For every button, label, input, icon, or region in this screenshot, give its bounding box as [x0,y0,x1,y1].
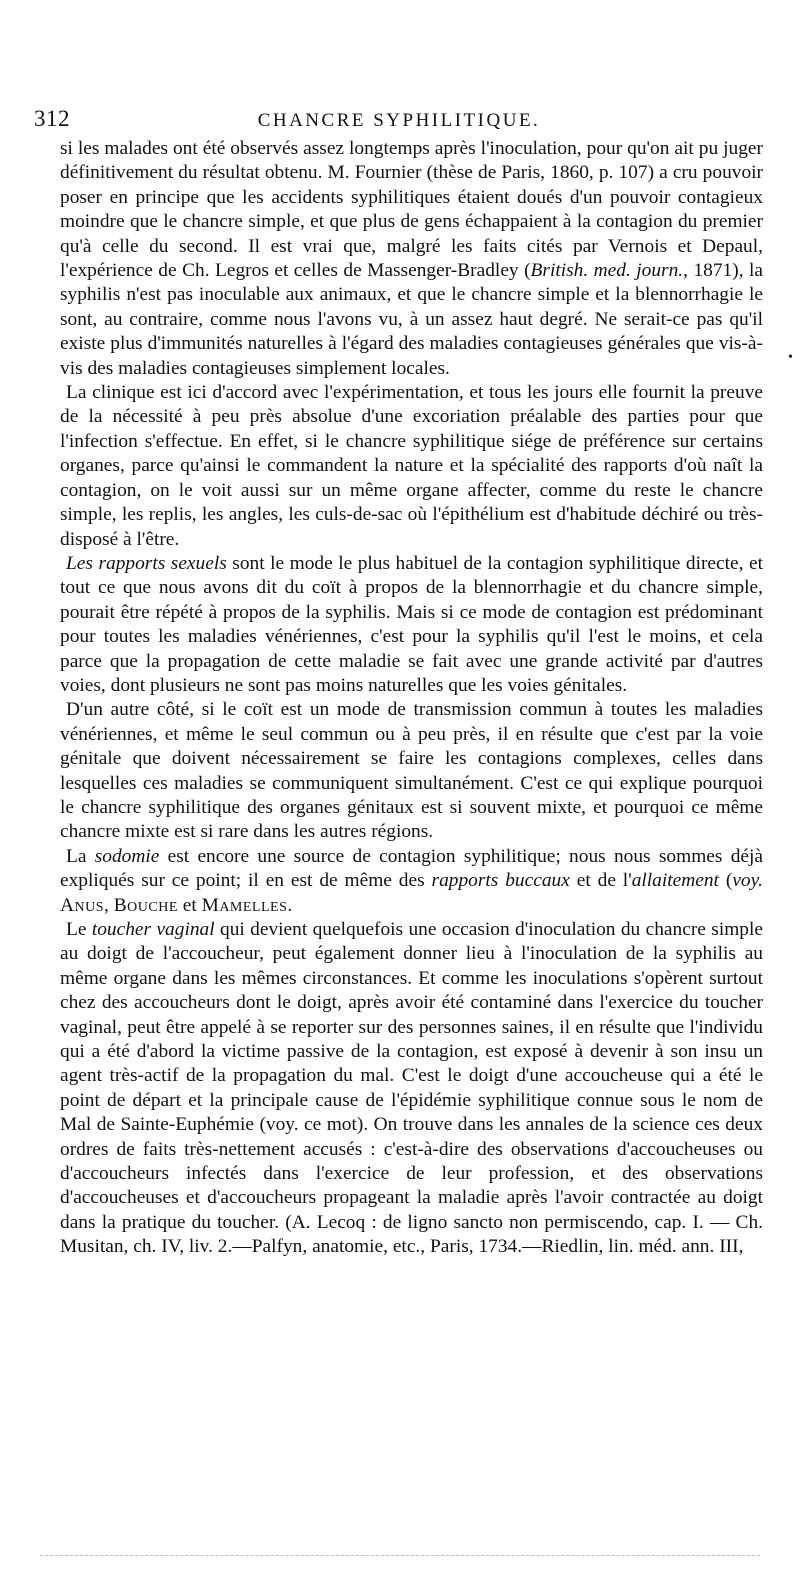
paragraph-italic-text: rapports buccaux [431,870,570,892]
paragraph-text: sont le mode le plus habituel de la contagion syphilitique directe, et tout ce que nous avons dit du coït à propos de la blennorrhagie et du chancre simple, pourait être répété à propos de la syphilis. Mais si ce mode de contagion est prédominant pour toutes les maladies vénériennes, c'est pour la syphilis qu'il l'est le moins, et cela parce que la propagation de cette maladie se fait avec une grande activité par d'autres voies, dont plusieurs ne sont pas moins naturelles que les voies génitales. [60,552,763,696]
paragraph-italic-text: British. med. journ. [530,260,684,282]
paragraph-text: . [287,894,293,916]
paragraph-italic-text: sodomie [94,845,160,867]
paragraph-smallcaps-text: Anus [60,894,105,916]
running-title: CHANCRE SYPHILITIQUE. [257,110,541,131]
page-number: 312 [34,106,70,131]
paragraph-smallcaps-text: Bouche [113,894,178,916]
paragraph [60,698,763,844]
margin-mark: • [788,350,793,365]
paragraph-text: et de l' [569,870,632,892]
paragraph [60,381,763,552]
paragraph-text: Le [66,919,92,940]
paragraph-italic-text: allaitement [631,870,719,892]
paragraph-italic-text: toucher vaginal [91,919,215,940]
paragraph-text: est encore une source de contagion syphilitique; nous nous sommes déjà expliqués sur ce point; il en est de même des [60,845,763,892]
body-text [60,137,763,1260]
paragraph-text: ( [718,870,733,892]
paragraph-text: , 1871), la syphilis n'est pas inoculable aux animaux, et que le chancre simple et la blennorrhagie le sont, au contraire, comme nous l'avons vu, à un assez haut degré. Ne serait-ce pas qu'il existe plus d'immunités naturelles à l'égard des maladies contagieuses générales que vis-à-vis des maladies contagieuses simplement locales. [60,260,764,379]
footer-rule [40,1555,760,1556]
paragraph-text: qui devient quelquefois une occasion d'inoculation du chancre simple au doigt de l'accoucheur, peut également donner lieu à l'inoculation de la syphilis au même organe dans les mêmes circonstances. Et comme les inoculations s'opèrent surtout chez des accoucheurs dont le doigt, après avoir été contaminé dans l'exercice du toucher vaginal, peut être appelé à se reporter sur des personnes saines, il en résulte que l'individu qui a été d'abord la victime passive de la contagion, est exposé à devenir à son insu un agent très-actif de la propagation du mal. C'est le doigt d'une accoucheuse qui a été le point de départ et la principale cause de l'épidémie syphilitique connue sous le nom de Mal de Sainte-Euphémie (voy. ce mot). On trouve dans les annales de la science ces deux ordres de faits très-nettement accusés : c'est-à-dire des observations d'accoucheuses ou d'accoucheurs infectés dans l'exercice de leur profession, et des observations d'accoucheuses et d'accoucheurs propageant la maladie après l'avoir contractée au doigt dans la pratique du toucher. (A. Lecoq : de ligno sancto non permiscendo, cap. I. — Ch. Musitan, ch. IV, liv. 2.—Palfyn, anatomie, etc., Paris, 1734.—Riedlin, lin. méd. ann. III, [60,919,763,1258]
paragraph [60,137,763,381]
paragraph-smallcaps-text: Mamelles [201,894,288,916]
paragraph-text: La clinique est ici d'accord avec l'expérimentation, et tous les jours elle fournit la preuve de la nécessité à peu près absolue d'une excoriation préalable des parties pour que l'infection s'effectue. En effet, si le chancre syphilitique siége de préférence sur certains organes, parce qu'ainsi le commandent la nature et la spécialité des rapports d'où naît la contagion, on le voit aussi sur un même organe affecter, comme du reste le chancre simple, les replis, les angles, les culs-de-sac où l'épithélium est d'habitude déchiré ou très-disposé à l'être. [60,382,763,550]
paragraph [60,918,763,1260]
paragraph-italic-text: voy. [732,870,763,892]
paragraph [60,552,763,698]
paragraph-text: si les malades ont été observés assez longtemps après l'inoculation, pour qu'on ait pu juger définitivement du résultat obtenu. M. Fournier (thèse de Paris, 1860, p. 107) a cru pouvoir poser en principe que les accidents syphilitiques étaient doués d'un pouvoir contagieux moindre que le chancre simple, et que plus de gens échappaient à la contagion du premier qu'à celle du second. Il est vrai que, malgré les faits cités par Vernois et Depaul, l'expérience de Ch. Legros et celles de Massenger-Bradley ( [60,138,763,282]
paragraph [60,845,763,918]
paragraph-text: D'un autre côté, si le coït est un mode de transmission commun à toutes les maladies vénériennes, et même le seul commun ou à peu près, il en résulte que c'est par la voie génitale que doivent nécessairement se faire les contagions complexes, celles dans lesquelles ces maladies se communiquent simultanément. C'est ce qui explique pourquoi le chancre syphilitique des organes génitaux est si souvent mixte, et pourquoi ce même chancre mixte est si rare dans les autres régions. [60,699,763,843]
paragraph-text: et [177,894,202,916]
paragraph-italic-text: Les rapports sexuels [66,552,227,574]
paragraph-text: La [66,845,95,867]
page-header [34,106,764,136]
paragraph-text: , [104,894,114,916]
